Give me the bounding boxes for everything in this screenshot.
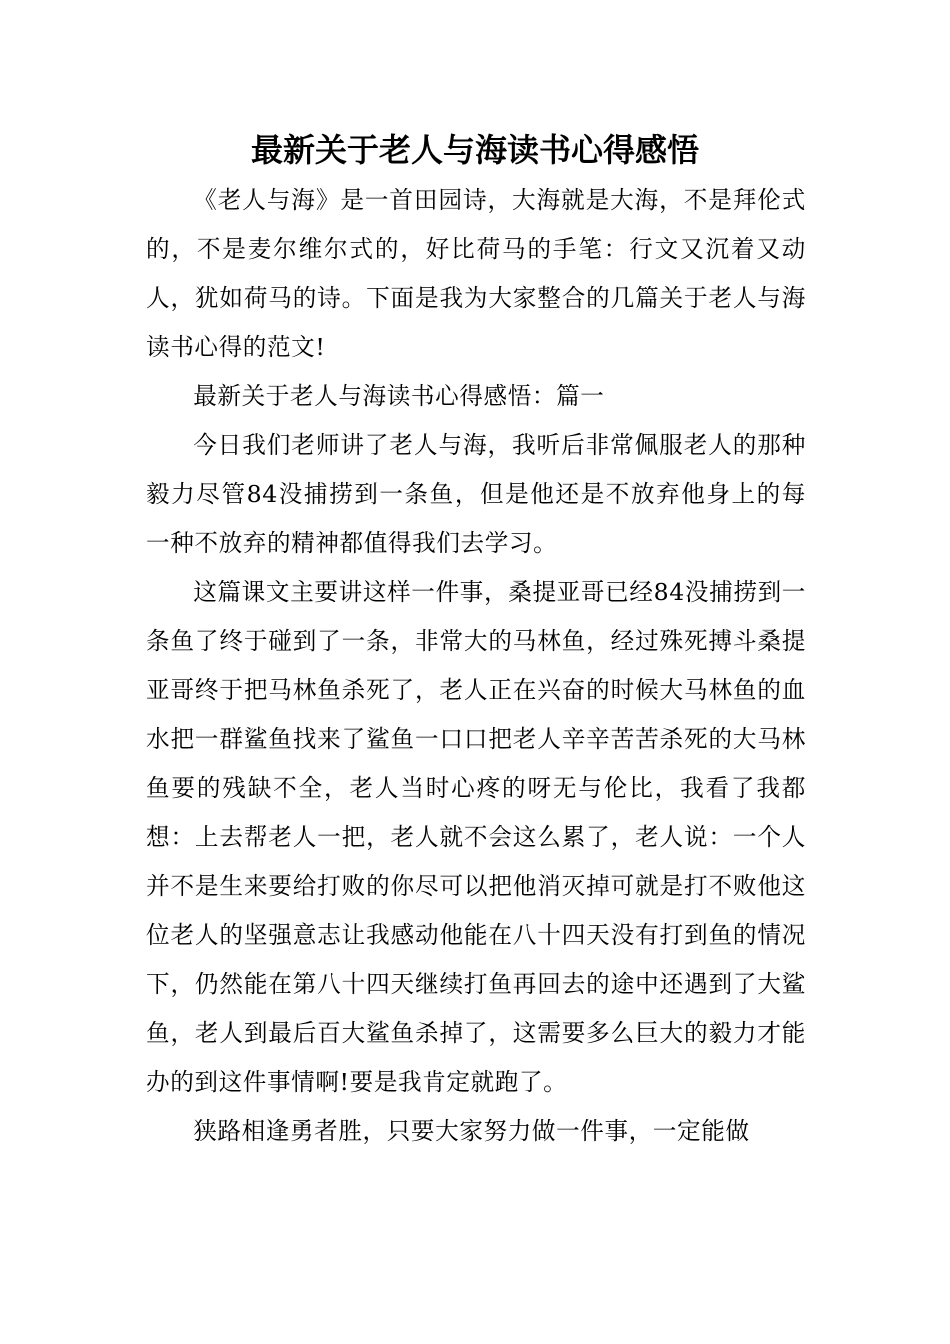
paragraph-intro: 《老人与海》是一首田园诗，大海就是大海，不是拜伦式的，不是麦尔维尔式的，好比荷马的手笔：行文又沉着又动人，犹如荷马的诗。下面是我为大家整合的几篇关于老人与海读书心得的范文! bbox=[146, 186, 806, 361]
document-body bbox=[146, 176, 806, 1156]
paragraph-2: 这篇课文主要讲这样一件事，桑提亚哥已经84没捕捞到一条鱼了终于碰到了一条，非常大的马林鱼，经过殊死搏斗桑提亚哥终于把马林鱼杀死了，老人正在兴奋的时候大马林鱼的血水把一群鲨鱼找来了鲨鱼一口口把老人辛辛苦苦杀死的大马林鱼要的残缺不全，老人当时心疼的呀无与伦比，我看了我都想：上去帮老人一把，老人就不会这么累了，老人说：一个人并不是生来要给打败的你尽可以把他消灭掉可就是打不败他这位老人的坚强意志让我感动他能在八十四天没有打到鱼的情况下，仍然能在第八十四天继续打鱼再回去的途中还遇到了大鲨鱼，老人到最后百大鲨鱼杀掉了，这需要多么巨大的毅力才能办的到这件事情啊!要是我肯定就跑了。 bbox=[146, 578, 806, 1096]
paragraph-1: 今日我们老师讲了老人与海，我听后非常佩服老人的那种毅力尽管84没捕捞到一条鱼，但是他还是不放弃他身上的每一种不放弃的精神都值得我们去学习。 bbox=[146, 431, 806, 557]
paragraph-3: 狭路相逢勇者胜，只要大家努力做一件事，一定能做 bbox=[193, 1117, 750, 1145]
section-heading: 最新关于老人与海读书心得感悟：篇一 bbox=[193, 382, 605, 410]
document-title: 最新关于老人与海读书心得感悟 bbox=[250, 131, 699, 169]
